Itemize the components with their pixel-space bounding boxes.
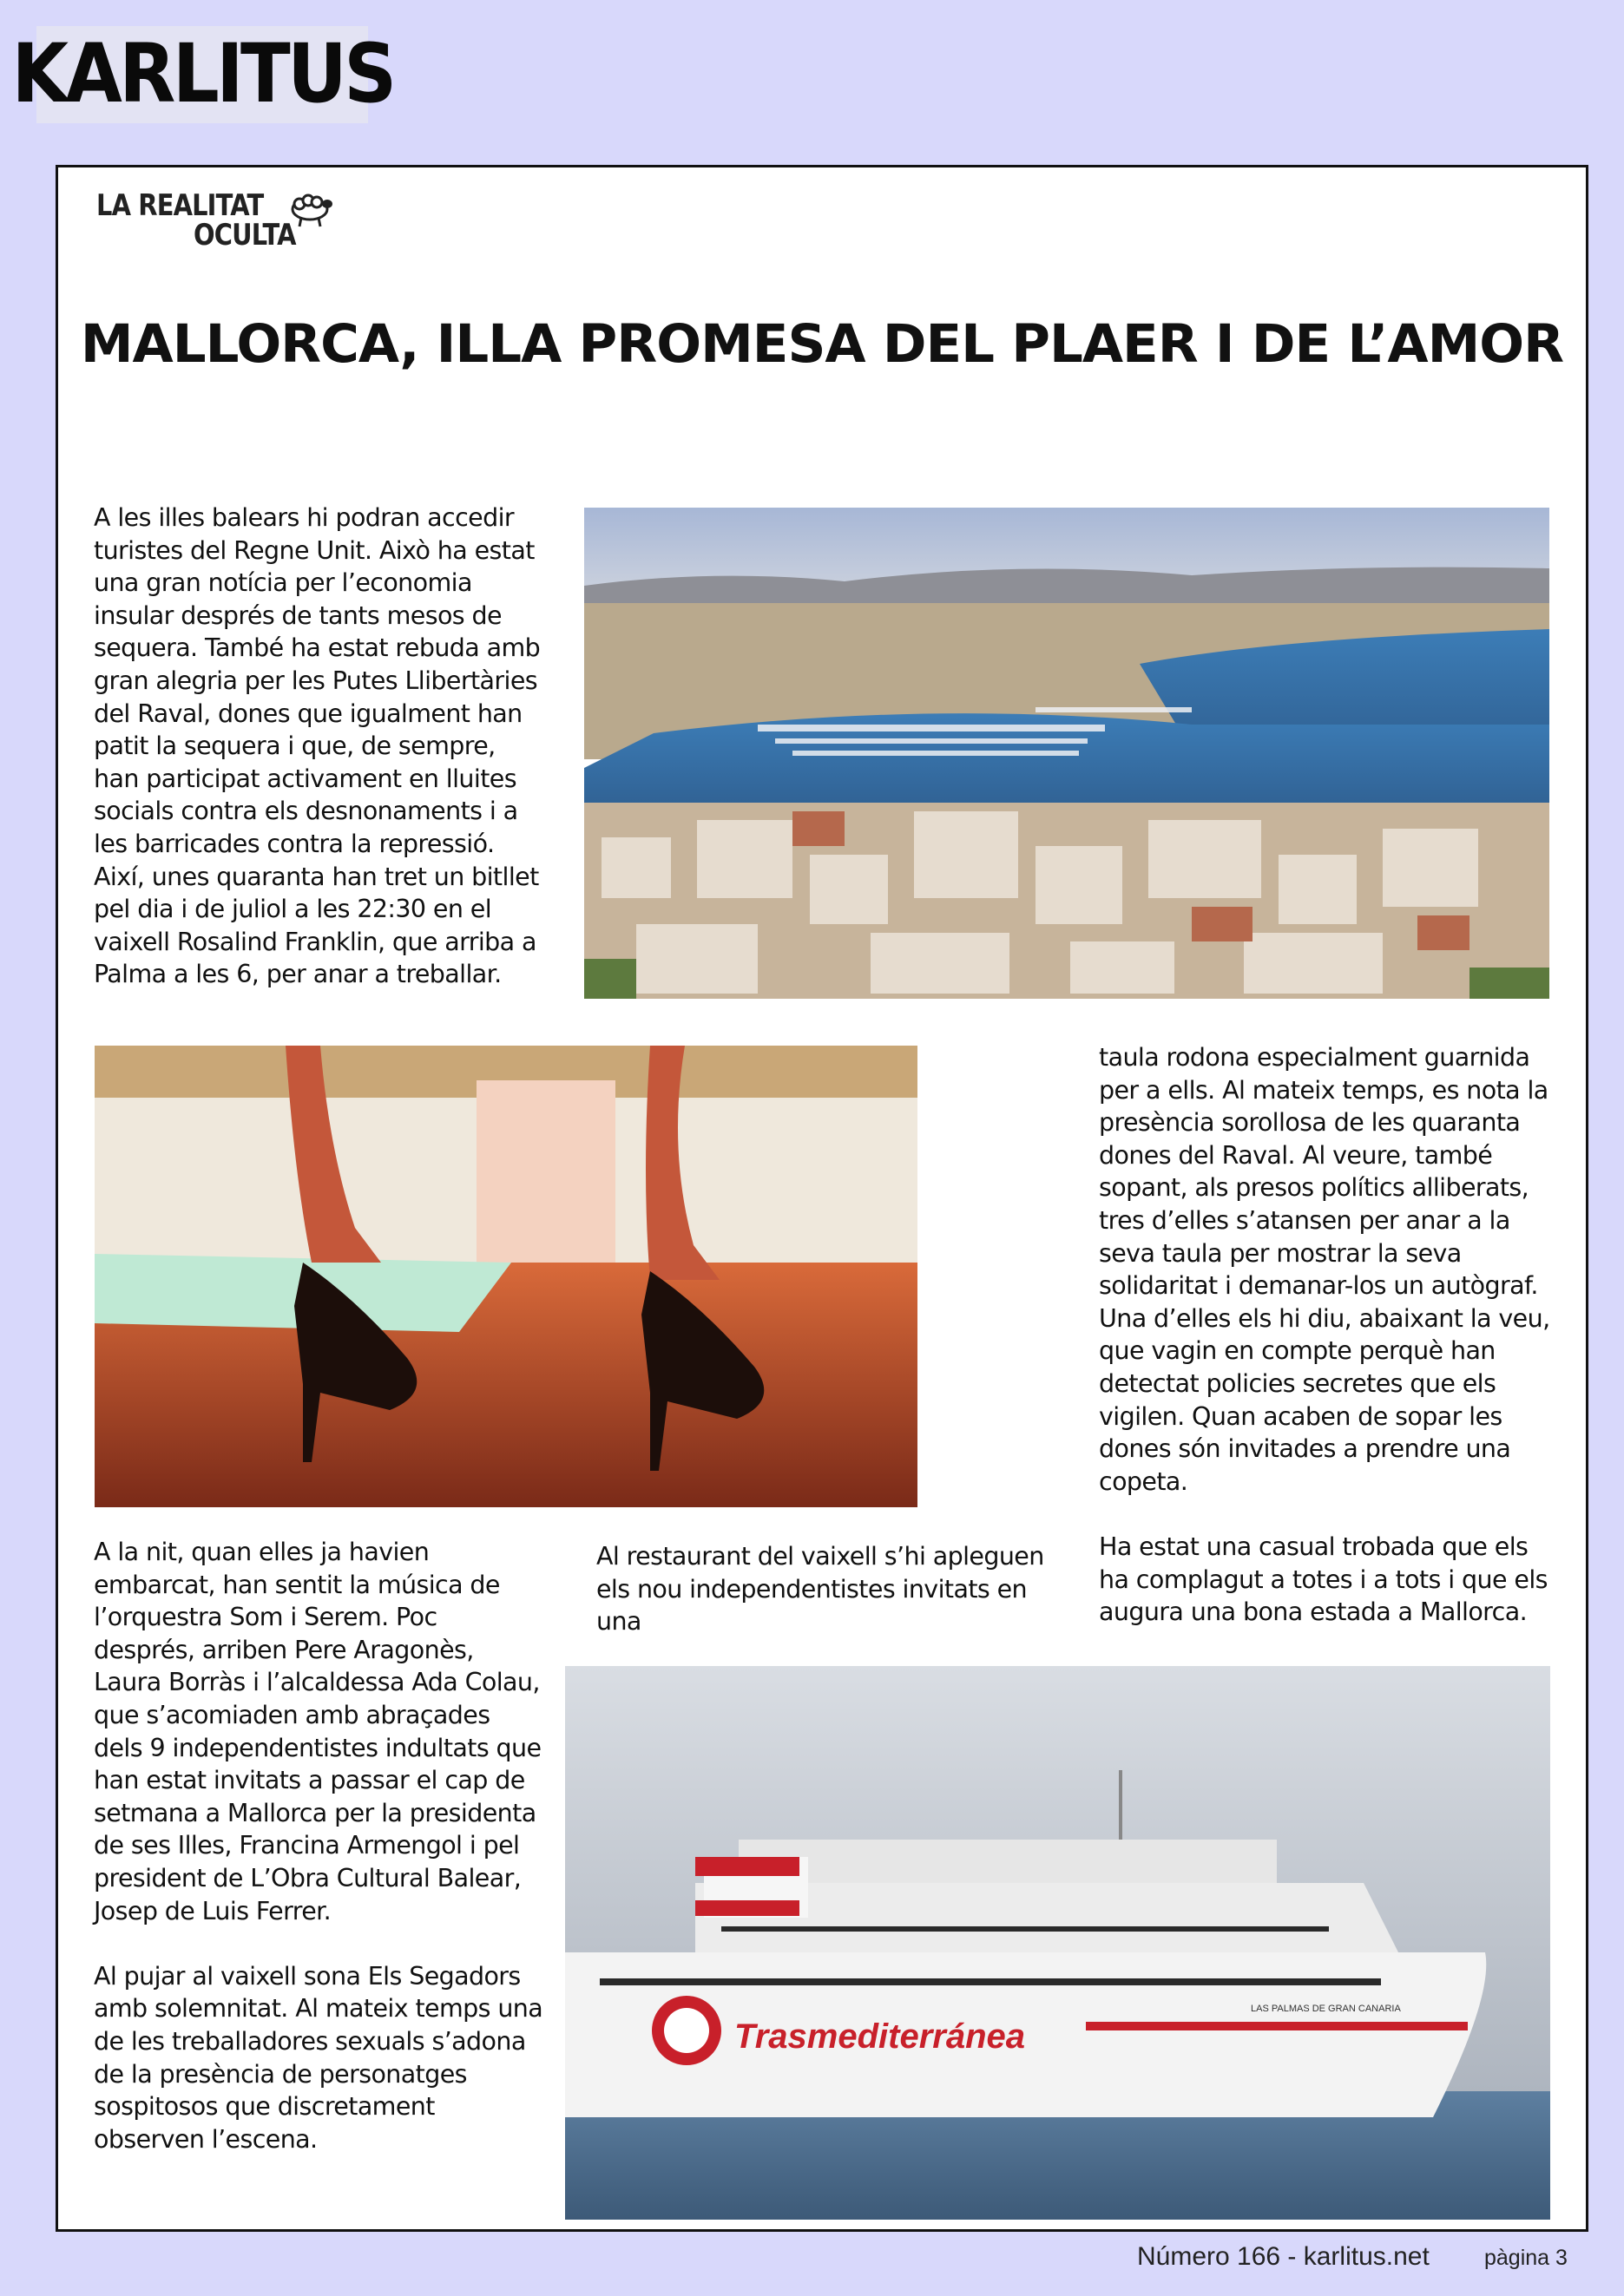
column-3-paragraph-1: taula rodona especialment guarnida per a ells. Al mateix temps, es nota la presència sorollosa de les quaranta dones del Raval. Al veure, també sopant, als presos polítics alliberats, tres d’elles s’atansen per anar a la seva taula per mostrar la seva solidaritat i demanar-los un autògraf. Una d’elles els hi diu, abaixant la veu, que vagin en compte perquè han detectat policies secretes que els vigilen. Quan acaben de sopar les dones són invitades a prendre una copeta. (1099, 1043, 1550, 1496)
section-logo-line2: OCULTA (194, 218, 296, 253)
column-3-paragraph-2: Ha estat una casual trobada que els ha complagut a totes i a tots i que els augura una bona estada a Mallorca. (1099, 1532, 1548, 1627)
section-logo (96, 185, 357, 253)
sheep-icon (286, 190, 334, 228)
article-headline: MALLORCA, ILLA PROMESA DEL PLAER I DE L’AMOR (80, 313, 1564, 375)
article-column-3 (1099, 1041, 1550, 1629)
article-intro (94, 502, 545, 991)
column-1-paragraph-1: A la nit, quan elles ja havien embarcat, han sentit la música de l’orquestra Som i Serem. Poc després, arriben Pere Aragonès, Laura Borràs i l’alcaldessa Ada Colau, que s’acomiaden amb abraçades dels 9 independentistes indultats que han estat invitats a passar el cap de setmana a Mallorca per la presidenta de ses Illes, Francina Armengol i pel president de L’Obra Cultural Balear, Josep de Luis Ferrer. (94, 1538, 542, 1925)
section-logo-line1: LA REALITAT (96, 188, 264, 223)
article-column-2 (596, 1540, 1048, 1638)
intro-paragraph: A les illes balears hi podran accedir turistes del Regne Unit. Això ha estat una gran notícia per l’economia insular després de tants mesos de sequera. També ha estat rebuda amb gran alegria per les Putes Llibertàries del Raval, dones que igualment han patit la sequera i que, de sempre, han participat activament en lluites socials contra els desnonaments i a les barricades contra la repressió. Així, unes quaranta han tret un bitllet pel dia i de juliol a les 22:30 en el vaixell Rosalind Franklin, que arriba a Palma a les 6, per anar a treballar. (94, 503, 541, 989)
high-heels-photo (95, 1046, 917, 1507)
masthead-title: KARLITUS (10, 27, 394, 121)
ferry-brand-text: Trasmediterránea (734, 2017, 1025, 2056)
ferry-photo (565, 1666, 1550, 2220)
article-column-1 (94, 1536, 545, 2155)
column-1-paragraph-2: Al pujar al vaixell sona Els Segadors amb solemnitat. Al mateix temps una de les treballadores sexuals s’adona de la presència de personatges sospitosos que discretament observen l’escena. (94, 1961, 543, 2154)
footer-page-number: pàgina 3 (1484, 2246, 1568, 2270)
column-2-paragraph-1: Al restaurant del vaixell s’hi apleguen els nou independentistes invitats en una (596, 1542, 1044, 1637)
palma-harbour-photo (584, 508, 1549, 999)
masthead-logo (10, 26, 394, 123)
footer-issue: Número 166 - karlitus.net (1137, 2242, 1430, 2271)
ferry-hull-text: LAS PALMAS DE GRAN CANARIA (1251, 2004, 1401, 2014)
article-page (56, 165, 1588, 2232)
